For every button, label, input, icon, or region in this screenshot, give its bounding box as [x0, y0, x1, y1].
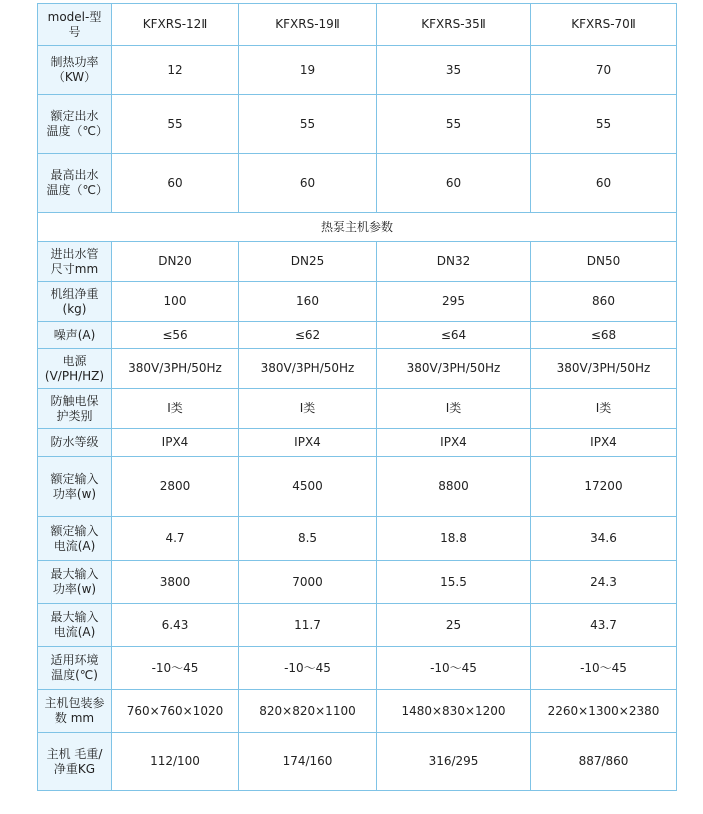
value-cell: 55: [377, 95, 531, 154]
row-label-cell: [38, 154, 112, 213]
value-cell: IPX4: [531, 429, 677, 457]
model-cell: KFXRS-12Ⅱ: [112, 4, 239, 46]
value-cell: Ⅰ类: [377, 389, 531, 429]
table-row: [38, 322, 677, 349]
value-cell: 100: [112, 282, 239, 322]
row-label: 额定输入电流(A): [50, 523, 99, 553]
value-cell: 820×820×1100: [239, 690, 377, 733]
value-cell: -10～45: [531, 647, 677, 690]
row-label-cell: [38, 46, 112, 95]
table-row: [38, 242, 677, 282]
value-cell: 19: [239, 46, 377, 95]
value-cell: 1480×830×1200: [377, 690, 531, 733]
value-cell: 160: [239, 282, 377, 322]
value-cell: 174/160: [239, 733, 377, 791]
table-row: [38, 517, 677, 561]
value-cell: Ⅰ类: [239, 389, 377, 429]
value-cell: 55: [112, 95, 239, 154]
table-row: [38, 154, 677, 213]
row-label: 电源(V/PH/HZ): [44, 353, 105, 383]
value-cell: Ⅰ类: [531, 389, 677, 429]
value-cell: 112/100: [112, 733, 239, 791]
value-cell: 11.7: [239, 604, 377, 647]
value-cell: 34.6: [531, 517, 677, 561]
value-cell: 380V/3PH/50Hz: [531, 349, 677, 389]
table-row: [38, 647, 677, 690]
row-label-cell: [38, 561, 112, 604]
value-cell: ≤56: [112, 322, 239, 349]
row-label: 最大输入电流(A): [50, 610, 99, 639]
table-row: [38, 604, 677, 647]
row-label: 主机 毛重/净重KG: [46, 746, 103, 776]
value-cell: 8800: [377, 457, 531, 517]
value-cell: 17200: [531, 457, 677, 517]
value-cell: -10～45: [112, 647, 239, 690]
value-cell: 887/860: [531, 733, 677, 791]
header-row: [38, 4, 677, 46]
value-cell: 25: [377, 604, 531, 647]
value-cell: 18.8: [377, 517, 531, 561]
value-cell: ≤62: [239, 322, 377, 349]
value-cell: 15.5: [377, 561, 531, 604]
row-label-cell: [38, 242, 112, 282]
row-label: 主机包装参数 mm: [44, 696, 105, 725]
table-row: [38, 389, 677, 429]
value-cell: IPX4: [377, 429, 531, 457]
model-cell: KFXRS-19Ⅱ: [239, 4, 377, 46]
value-cell: 6.43: [112, 604, 239, 647]
value-cell: 380V/3PH/50Hz: [239, 349, 377, 389]
section-row: [38, 213, 677, 242]
value-cell: ≤68: [531, 322, 677, 349]
value-cell: DN32: [377, 242, 531, 282]
value-cell: 2260×1300×2380: [531, 690, 677, 733]
row-label-cell: [38, 604, 112, 647]
row-label-cell: [38, 457, 112, 517]
row-label: 进出水管尺寸mm: [50, 246, 99, 276]
value-cell: 860: [531, 282, 677, 322]
value-cell: 60: [112, 154, 239, 213]
row-label-cell: [38, 95, 112, 154]
value-cell: 70: [531, 46, 677, 95]
value-cell: 55: [239, 95, 377, 154]
value-cell: 35: [377, 46, 531, 95]
value-cell: 3800: [112, 561, 239, 604]
value-cell: 380V/3PH/50Hz: [112, 349, 239, 389]
row-label: 额定出水温度（℃）: [46, 109, 108, 138]
value-cell: IPX4: [112, 429, 239, 457]
value-cell: ≤64: [377, 322, 531, 349]
row-label: 最高出水温度（℃）: [46, 168, 108, 197]
row-label: 制热功率（KW）: [50, 55, 99, 84]
table-row: [38, 457, 677, 517]
value-cell: DN20: [112, 242, 239, 282]
row-label-cell: [38, 733, 112, 791]
header-label: model-型号: [47, 9, 102, 39]
table-row: [38, 690, 677, 733]
value-cell: DN25: [239, 242, 377, 282]
table-row: [38, 282, 677, 322]
row-label-cell: [38, 647, 112, 690]
row-label: 机组净重(kg): [50, 286, 99, 316]
value-cell: 2800: [112, 457, 239, 517]
value-cell: 8.5: [239, 517, 377, 561]
value-cell: 760×760×1020: [112, 690, 239, 733]
row-label-cell: [38, 322, 112, 349]
table-row: [38, 349, 677, 389]
header-label-cell: [38, 4, 112, 46]
value-cell: 55: [531, 95, 677, 154]
section-title: 热泵主机参数: [38, 213, 677, 242]
table-row: [38, 429, 677, 457]
row-label-cell: [38, 429, 112, 457]
row-label-cell: [38, 517, 112, 561]
value-cell: 60: [531, 154, 677, 213]
row-label-cell: [38, 282, 112, 322]
value-cell: 12: [112, 46, 239, 95]
value-cell: IPX4: [239, 429, 377, 457]
row-label-cell: [38, 690, 112, 733]
value-cell: 60: [377, 154, 531, 213]
row-label: 适用环境温度(℃): [50, 653, 99, 682]
row-label-cell: [38, 389, 112, 429]
table-row: [38, 95, 677, 154]
value-cell: 380V/3PH/50Hz: [377, 349, 531, 389]
table-row: [38, 733, 677, 791]
row-label: 额定输入功率(w): [50, 471, 99, 501]
row-label-cell: [38, 349, 112, 389]
model-cell: KFXRS-70Ⅱ: [531, 4, 677, 46]
value-cell: 295: [377, 282, 531, 322]
value-cell: -10～45: [239, 647, 377, 690]
table-row: [38, 46, 677, 95]
value-cell: -10～45: [377, 647, 531, 690]
row-label: 噪声(A): [53, 327, 96, 342]
row-label: 防水等级: [50, 435, 99, 449]
value-cell: Ⅰ类: [112, 389, 239, 429]
value-cell: 4500: [239, 457, 377, 517]
value-cell: 43.7: [531, 604, 677, 647]
value-cell: 60: [239, 154, 377, 213]
value-cell: 7000: [239, 561, 377, 604]
row-label: 防触电保护类别: [50, 393, 99, 423]
model-cell: KFXRS-35Ⅱ: [377, 4, 531, 46]
table-row: [38, 561, 677, 604]
spec-table: [37, 3, 677, 791]
value-cell: 316/295: [377, 733, 531, 791]
value-cell: DN50: [531, 242, 677, 282]
value-cell: 4.7: [112, 517, 239, 561]
row-label: 最大输入功率(w): [50, 567, 99, 596]
value-cell: 24.3: [531, 561, 677, 604]
